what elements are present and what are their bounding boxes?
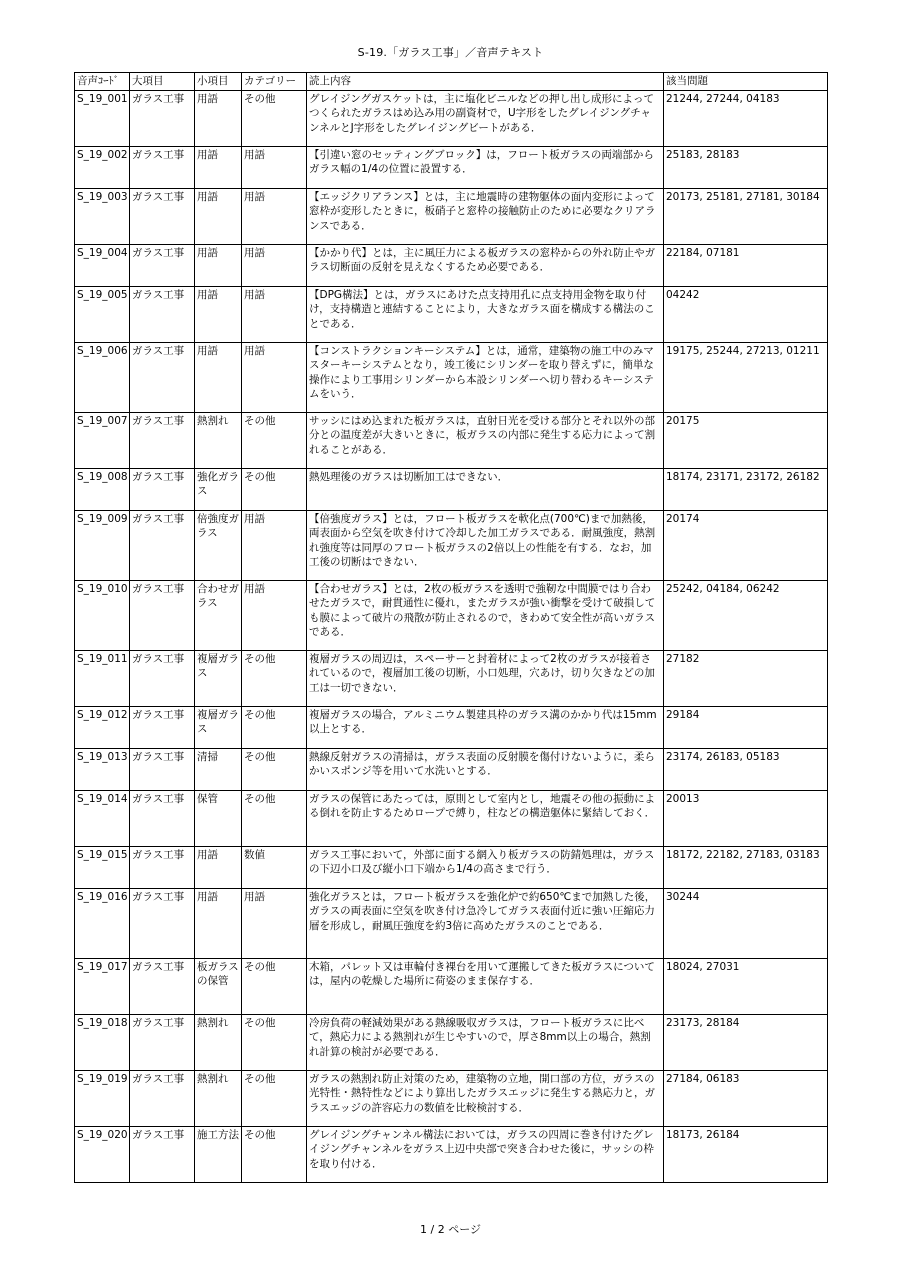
cell-category: 用語 (242, 286, 307, 342)
header-text: 読上内容 (307, 73, 664, 91)
cell-refs: 23173, 28184 (664, 1014, 828, 1070)
cell-major: ガラス工事 (130, 1126, 195, 1182)
cell-refs: 27184, 06183 (664, 1070, 828, 1126)
voice-text-table (74, 72, 828, 1183)
cell-minor: 倍強度ガラス (195, 510, 242, 580)
cell-minor: 複層ガラス (195, 650, 242, 706)
cell-minor: 用語 (195, 888, 242, 958)
cell-category: その他 (242, 706, 307, 748)
header-major: 大項目 (130, 73, 195, 91)
cell-refs: 04242 (664, 286, 828, 342)
cell-code: S_19_018 (75, 1014, 130, 1070)
table-row (75, 790, 828, 846)
cell-text: 【倍強度ガラス】とは，フロート板ガラスを軟化点(700℃)まで加熱後，両表面から空気を吹き付けて冷却した加工ガラスである．耐風強度，熱割れ強度等は同厚のフロート板ガラスの2倍以上の性能を有する．なお，加工後の切断はできない． (307, 510, 664, 580)
cell-text: 【合わせガラス】とは，2枚の板ガラスを透明で強靭な中間膜ではり合わせたガラスで，耐貫通性に優れ，またガラスが強い衝撃を受けて破損しても膜によって破片の飛散が防止されるので，きわめて安全性が高いガラスである． (307, 580, 664, 650)
table-row (75, 468, 828, 510)
cell-refs: 20174 (664, 510, 828, 580)
cell-major: ガラス工事 (130, 748, 195, 790)
cell-text: 強化ガラスとは，フロート板ガラスを強化炉で約650℃まで加熱した後，ガラスの両表面に空気を吹き付け急冷してガラス表面付近に強い圧縮応力層を形成し，耐風圧強度を約3倍に高めたガラスのことである． (307, 888, 664, 958)
cell-major: ガラス工事 (130, 888, 195, 958)
cell-code: S_19_020 (75, 1126, 130, 1182)
cell-category: その他 (242, 748, 307, 790)
cell-text: グレイジングガスケットは，主に塩化ビニルなどの押し出し成形によってつくられたガラスはめ込み用の副資材で，U字形をしたグレイジングチャンネルとJ字形をしたグレイジングビートがある． (307, 90, 664, 146)
cell-code: S_19_012 (75, 706, 130, 748)
table-row (75, 958, 828, 1014)
cell-major: ガラス工事 (130, 650, 195, 706)
cell-code: S_19_005 (75, 286, 130, 342)
cell-text: 熱処理後のガラスは切断加工はできない． (307, 468, 664, 510)
cell-refs: 29184 (664, 706, 828, 748)
cell-code: S_19_016 (75, 888, 130, 958)
cell-code: S_19_006 (75, 342, 130, 412)
page-title: S-19.「ガラス工事」／音声テキスト (357, 46, 544, 59)
cell-text: 【DPG構法】とは，ガラスにあけた点支持用孔に点支持用金物を取り付け，支持構造と連結することにより，大きなガラス面を構成する構法のことである． (307, 286, 664, 342)
cell-refs: 23174, 26183, 05183 (664, 748, 828, 790)
cell-code: S_19_001 (75, 90, 130, 146)
cell-code: S_19_011 (75, 650, 130, 706)
cell-category: 数値 (242, 846, 307, 888)
cell-code: S_19_019 (75, 1070, 130, 1126)
cell-major: ガラス工事 (130, 510, 195, 580)
cell-text: ガラス工事において，外部に面する網入り板ガラスの防錆処理は，ガラスの下辺小口及び縦小口下端から1/4の高さまで行う． (307, 846, 664, 888)
table-row (75, 510, 828, 580)
cell-major: ガラス工事 (130, 90, 195, 146)
cell-minor: 合わせガラス (195, 580, 242, 650)
table-row (75, 1070, 828, 1126)
cell-text: 【引違い窓のセッティングブロック】は，フロート板ガラスの両端部からガラス幅の1/4の位置に設置する． (307, 146, 664, 188)
cell-code: S_19_004 (75, 244, 130, 286)
cell-minor: 熱割れ (195, 1070, 242, 1126)
cell-minor: 用語 (195, 286, 242, 342)
cell-category: 用語 (242, 580, 307, 650)
cell-text: ガラスの熱割れ防止対策のため，建築物の立地，開口部の方位，ガラスの光特性・熱特性などにより算出したガラスエッジに発生する熱応力と，ガラスエッジの許容応力の数値を比較検討する． (307, 1070, 664, 1126)
cell-minor: 用語 (195, 244, 242, 286)
cell-category: その他 (242, 90, 307, 146)
cell-category: 用語 (242, 188, 307, 244)
cell-minor: 用語 (195, 90, 242, 146)
cell-refs: 20013 (664, 790, 828, 846)
cell-major: ガラス工事 (130, 1014, 195, 1070)
page-footer: 1 / 2 ページ (420, 1223, 481, 1236)
cell-minor: 強化ガラス (195, 468, 242, 510)
cell-category: その他 (242, 958, 307, 1014)
cell-code: S_19_009 (75, 510, 130, 580)
cell-code: S_19_002 (75, 146, 130, 188)
cell-refs: 27182 (664, 650, 828, 706)
cell-major: ガラス工事 (130, 412, 195, 468)
header-refs: 該当問題 (664, 73, 828, 91)
cell-text: 【エッジクリアランス】とは，主に地震時の建物躯体の面内変形によって窓枠が変形したときに，板硝子と窓枠の接触防止のために必要なクリアランスである． (307, 188, 664, 244)
table-row (75, 342, 828, 412)
cell-text: サッシにはめ込まれた板ガラスは，直射日光を受ける部分とそれ以外の部分との温度差が大きいときに，板ガラスの内部に発生する応力によって割れることがある． (307, 412, 664, 468)
cell-code: S_19_015 (75, 846, 130, 888)
table-row (75, 90, 828, 146)
cell-major: ガラス工事 (130, 706, 195, 748)
cell-text: 【かかり代】とは，主に風圧力による板ガラスの窓枠からの外れ防止やガラス切断面の反射を見えなくするため必要である． (307, 244, 664, 286)
header-minor: 小項目 (195, 73, 242, 91)
cell-minor: 熱割れ (195, 412, 242, 468)
table-row (75, 286, 828, 342)
cell-minor: 用語 (195, 146, 242, 188)
table-row (75, 580, 828, 650)
cell-minor: 用語 (195, 188, 242, 244)
cell-category: その他 (242, 468, 307, 510)
cell-minor: 用語 (195, 846, 242, 888)
cell-text: グレイジングチャンネル構法においては，ガラスの四周に巻き付けたグレイジングチャンネルをガラス上辺中央部で突き合わせた後に，サッシの枠を取り付ける． (307, 1126, 664, 1182)
cell-major: ガラス工事 (130, 286, 195, 342)
table-row (75, 748, 828, 790)
cell-text: 【コンストラクションキーシステム】とは，通常，建築物の施工中のみマスターキーシステムとなり，竣工後にシリンダーを取り替えずに，簡単な操作により工事用シリンダーから本設シリンダーへ切り替わるキーシステムをいう． (307, 342, 664, 412)
cell-category: その他 (242, 790, 307, 846)
cell-code: S_19_003 (75, 188, 130, 244)
cell-refs: 18174, 23171, 23172, 26182 (664, 468, 828, 510)
cell-refs: 18024, 27031 (664, 958, 828, 1014)
cell-code: S_19_010 (75, 580, 130, 650)
table-row (75, 188, 828, 244)
cell-text: ガラスの保管にあたっては，原則として室内とし，地震その他の振動による倒れを防止するためロープで縛り，柱などの構造躯体に緊結しておく． (307, 790, 664, 846)
cell-minor: 板ガラスの保管 (195, 958, 242, 1014)
table-row (75, 1014, 828, 1070)
header-category: カテゴリー (242, 73, 307, 91)
cell-minor: 用語 (195, 342, 242, 412)
table-row (75, 706, 828, 748)
cell-major: ガラス工事 (130, 468, 195, 510)
cell-refs: 30244 (664, 888, 828, 958)
cell-minor: 清掃 (195, 748, 242, 790)
cell-category: その他 (242, 412, 307, 468)
cell-minor: 施工方法 (195, 1126, 242, 1182)
cell-text: 複層ガラスの周辺は，スペーサーと封着材によって2枚のガラスが接着されているので，複層加工後の切断，小口処理，穴あけ，切り欠きなどの加工は一切できない． (307, 650, 664, 706)
cell-refs: 22184, 07181 (664, 244, 828, 286)
cell-category: 用語 (242, 510, 307, 580)
table-row (75, 846, 828, 888)
cell-refs: 25242, 04184, 06242 (664, 580, 828, 650)
table-row (75, 412, 828, 468)
cell-refs: 21244, 27244, 04183 (664, 90, 828, 146)
cell-category: 用語 (242, 146, 307, 188)
cell-code: S_19_014 (75, 790, 130, 846)
table-row (75, 888, 828, 958)
table-row (75, 244, 828, 286)
cell-major: ガラス工事 (130, 846, 195, 888)
cell-major: ガラス工事 (130, 580, 195, 650)
table-header-row (75, 73, 828, 91)
cell-category: 用語 (242, 244, 307, 286)
cell-code: S_19_017 (75, 958, 130, 1014)
cell-major: ガラス工事 (130, 244, 195, 286)
cell-major: ガラス工事 (130, 1070, 195, 1126)
cell-text: 冷房負荷の軽減効果がある熱線吸収ガラスは，フロート板ガラスに比べて，熱応力による熱割れが生じやすいので，厚さ8mm以上の場合，熱割れ計算の検討が必要である． (307, 1014, 664, 1070)
cell-refs: 18173, 26184 (664, 1126, 828, 1182)
cell-minor: 複層ガラス (195, 706, 242, 748)
cell-category: その他 (242, 1126, 307, 1182)
table-row (75, 650, 828, 706)
cell-major: ガラス工事 (130, 188, 195, 244)
cell-minor: 保管 (195, 790, 242, 846)
cell-code: S_19_007 (75, 412, 130, 468)
cell-text: 木箱，パレット又は車輪付き裸台を用いて運搬してきた板ガラスについては，屋内の乾燥した場所に荷姿のまま保存する． (307, 958, 664, 1014)
cell-category: その他 (242, 650, 307, 706)
cell-refs: 25183, 28183 (664, 146, 828, 188)
cell-minor: 熱割れ (195, 1014, 242, 1070)
cell-refs: 20175 (664, 412, 828, 468)
cell-category: その他 (242, 1070, 307, 1126)
cell-text: 複層ガラスの場合，アルミニウム製建具枠のガラス溝のかかり代は15mm以上とする． (307, 706, 664, 748)
header-code: 音声ｺｰﾄﾞ (75, 73, 130, 91)
cell-code: S_19_013 (75, 748, 130, 790)
cell-category: 用語 (242, 342, 307, 412)
table-row (75, 1126, 828, 1182)
cell-text: 熱線反射ガラスの清掃は，ガラス表面の反射膜を傷付けないように，柔らかいスポンジ等を用いて水洗いとする． (307, 748, 664, 790)
cell-major: ガラス工事 (130, 958, 195, 1014)
cell-refs: 20173, 25181, 27181, 30184 (664, 188, 828, 244)
cell-category: その他 (242, 1014, 307, 1070)
cell-refs: 19175, 25244, 27213, 01211 (664, 342, 828, 412)
cell-major: ガラス工事 (130, 790, 195, 846)
cell-category: 用語 (242, 888, 307, 958)
table-row (75, 146, 828, 188)
cell-code: S_19_008 (75, 468, 130, 510)
cell-major: ガラス工事 (130, 146, 195, 188)
cell-major: ガラス工事 (130, 342, 195, 412)
cell-refs: 18172, 22182, 27183, 03183 (664, 846, 828, 888)
